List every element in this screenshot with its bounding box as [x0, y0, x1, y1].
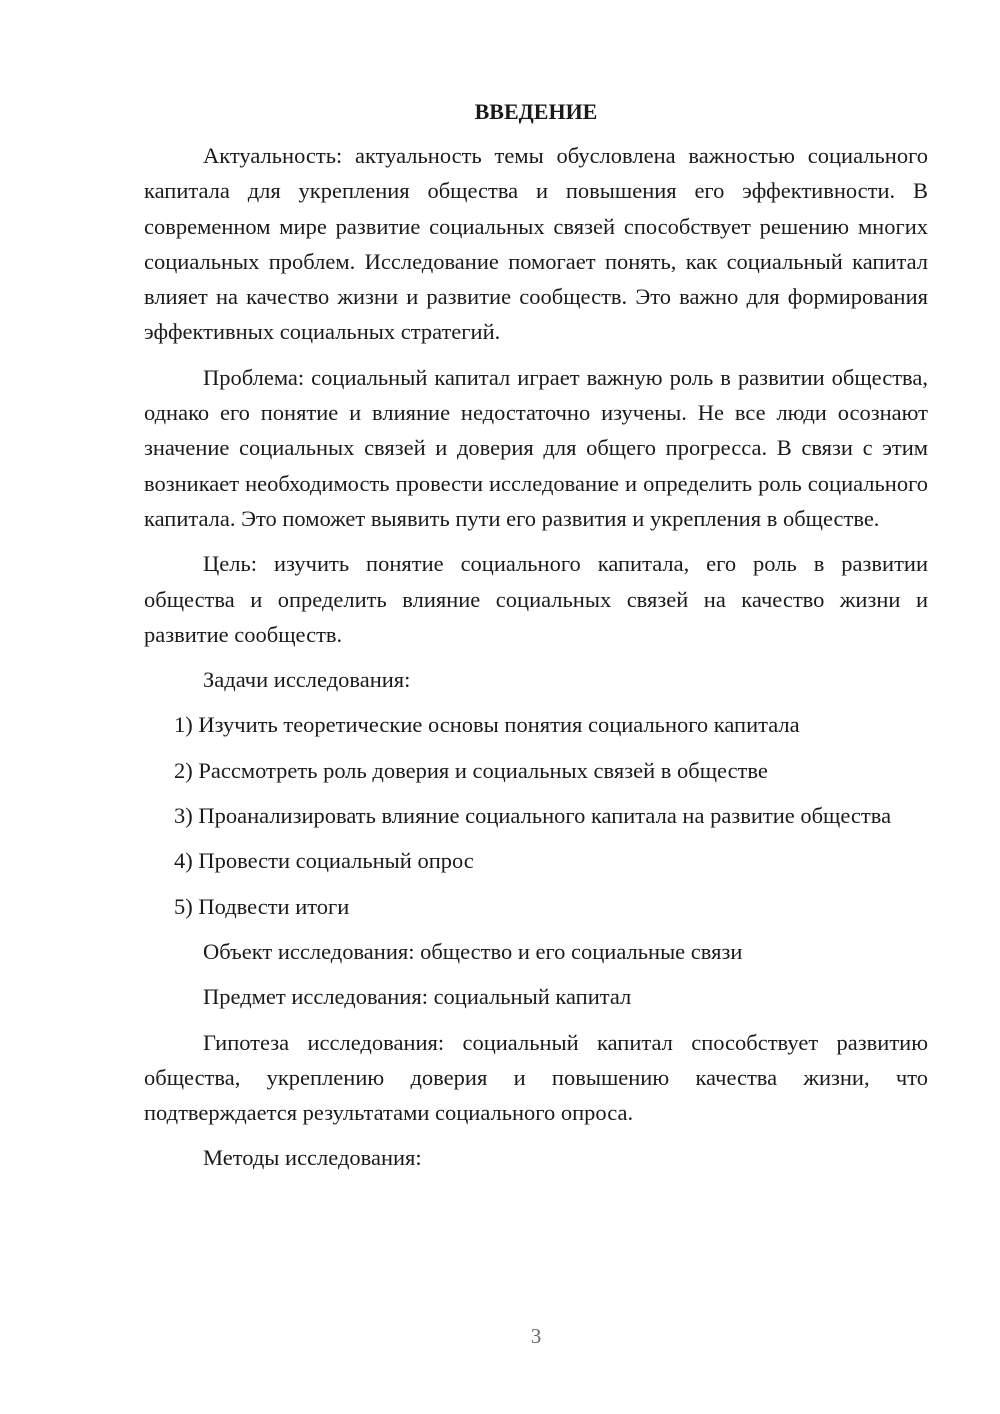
paragraph-hypothesis: Гипотеза исследования: социальный капитал способствует развитию общества, укреплению доверия и повышению качества жизни, что подтверждается результатами социального опроса. — [144, 1029, 928, 1126]
list-item: 3) Проанализировать влияние социального капитала на развитие общества — [174, 803, 892, 829]
paragraph-subject: Предмет исследования: социальный капитал — [203, 984, 632, 1010]
list-item: 4) Провести социальный опрос — [174, 848, 474, 874]
page-title: ВВЕДЕНИЕ — [474, 99, 598, 124]
paragraph-problem: Проблема: социальный капитал играет важную роль в развитии общества, однако его понятие и влияние недостаточно изучены. Не все люди осознают значение социальных связей и доверия для общего прогресса. В связи с этим возникает необходимость провести исследование и определить роль социального капитала. Это поможет выявить пути его развития и укрепления в обществе. — [144, 364, 928, 531]
paragraph-goal: Цель: изучить понятие социального капитала, его роль в развитии общества и определить влияние социальных связей на качество жизни и развитие сообществ. — [144, 551, 928, 647]
tasks-heading: Задачи исследования: — [203, 667, 411, 693]
paragraph-object: Объект исследования: общество и его социальные связи — [203, 938, 743, 964]
tasks-list — [144, 707, 928, 923]
page-content — [144, 94, 928, 1186]
list-item: 5) Подвести итоги — [174, 893, 350, 919]
methods-heading: Методы исследования: — [203, 1145, 422, 1171]
list-item: 1) Изучить теоретические основы понятия социального капитала — [174, 712, 800, 738]
page-number: 3 — [530, 1324, 542, 1348]
list-item: 2) Рассмотреть роль доверия и социальных связей в обществе — [174, 757, 768, 783]
paragraph-relevance: Актуальность: актуальность темы обусловлена важностью социального капитала для укрепления общества и повышения его эффективности. В современном мире развитие социальных связей способствует решению многих социальных проблем. Исследование помогает понять, как социальный капитал влияет на качество жизни и развитие сообществ. Это важно для формирования эффективных социальных стратегий. — [144, 143, 928, 345]
